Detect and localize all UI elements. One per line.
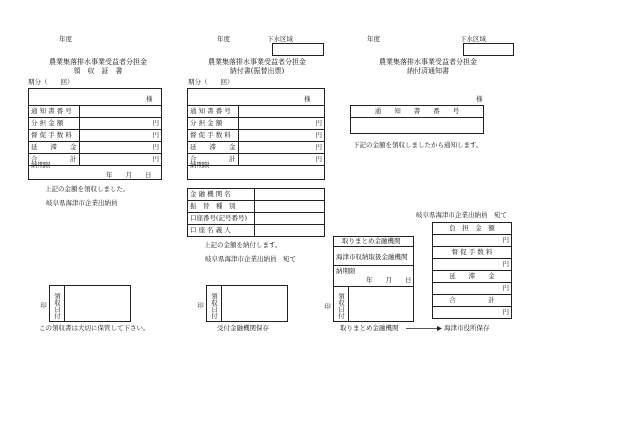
notice-number-value[interactable] — [351, 118, 484, 134]
payment-row-label: 通 知 書 番 号 — [188, 106, 239, 118]
district-input-3[interactable] — [463, 43, 514, 56]
bank-row-label: 口 座 名 義 人 — [188, 225, 255, 237]
receipt-row-label: 督 促 手 数 料 — [29, 130, 80, 142]
notice-amount-label: 督 促 手 数 料 — [433, 247, 512, 259]
payment-title-line2: 納付書(振替出票) — [229, 67, 285, 75]
table-row — [29, 142, 162, 154]
table-row — [188, 225, 325, 237]
table-row — [188, 118, 325, 130]
notice-stamp-box — [323, 286, 414, 322]
payment-row-value[interactable]: 円 — [238, 118, 325, 130]
notice-number-label: 通 知 書 番 号 — [351, 106, 484, 118]
payment-row-value[interactable]: 円 — [238, 142, 325, 154]
notice-amount-value[interactable]: 円 — [433, 307, 512, 319]
receipt-table — [28, 105, 162, 166]
notice-amount-value[interactable]: 円 — [433, 235, 512, 247]
receipt-stamp-label: 領収日付印 — [50, 286, 65, 321]
notice-title-line2: 納付済通知書 — [407, 67, 449, 75]
table-row — [433, 295, 512, 307]
receipt-received-text: 上記の金額を領収しました。 — [45, 185, 130, 193]
bank-row-value[interactable] — [255, 225, 325, 237]
year-label-3: 年度 — [367, 35, 380, 43]
receipt-title-line2: 領 収 証 書 — [73, 67, 123, 75]
payment-row-value[interactable]: 円 — [238, 154, 325, 166]
receipt-keep-note: この領収書は大切に保管して下さい。 — [39, 324, 150, 332]
table-row — [188, 130, 325, 142]
notice-stamp-label: 領収日付印 — [334, 287, 349, 321]
year-label-2: 年度 — [217, 35, 230, 43]
payment-row-label: 督 促 手 数 料 — [188, 130, 239, 142]
payment-period-label: 期分（ 回） — [188, 78, 234, 86]
notice-honorific: 様 — [476, 95, 483, 103]
bank-row-label: 金 融 機 関 名 — [188, 189, 255, 201]
notice-deadline-date: 年 月 日 — [366, 276, 412, 284]
notice-number-table — [350, 105, 484, 134]
payment-title — [197, 58, 317, 76]
flow-to-label: 海津市役所保存 — [444, 324, 490, 332]
agent-row-label: 取りまとめ金融機関 — [342, 237, 401, 245]
year-label-1: 年度 — [59, 35, 72, 43]
flow-from-label: 取りまとめ金融機関 — [340, 324, 399, 332]
receipt-row-value[interactable]: 円 — [79, 118, 162, 130]
arrow-right-icon — [404, 324, 442, 333]
table-row — [29, 118, 162, 130]
bank-row-label: 振 替 種 別 — [188, 201, 255, 213]
payment-row-value[interactable] — [238, 106, 325, 118]
notice-notify-text: 下記の金額を領収しましたから通知します。 — [353, 141, 483, 149]
divider — [333, 246, 414, 247]
divider — [333, 265, 414, 266]
table-row — [433, 283, 512, 295]
table-row — [188, 106, 325, 118]
payment-row-value[interactable]: 円 — [238, 130, 325, 142]
district-input-2[interactable] — [272, 43, 324, 56]
bank-row-value[interactable] — [255, 189, 325, 201]
notice-amount-label: 負 担 金 額 — [433, 223, 512, 235]
bank-table — [187, 188, 325, 237]
receipt-deadline-date: 年 月 日 — [106, 171, 152, 179]
notice-deadline-label: 納期限 — [336, 267, 356, 275]
receipt-row-value[interactable]: 円 — [79, 142, 162, 154]
notice-amount-label: 延 滞 金 — [433, 271, 512, 283]
receipt-row-label: 延 滞 金 — [29, 142, 80, 154]
payment-row-label: 延 滞 金 — [188, 142, 239, 154]
table-row — [29, 130, 162, 142]
receipt-stamp-box — [39, 285, 131, 322]
table-row — [351, 118, 484, 134]
notice-amount-value[interactable]: 円 — [433, 283, 512, 295]
receipt-row-value[interactable]: 円 — [79, 154, 162, 166]
receipt-row-label: 合 計 — [29, 154, 80, 166]
table-row — [351, 106, 484, 118]
table-row — [433, 307, 512, 319]
receipt-title-line1: 農業集落排水事業受益者分担金 — [49, 58, 147, 66]
notice-amount-label: 合 計 — [433, 295, 512, 307]
payment-keep-note: 受付金融機関保存 — [217, 324, 269, 332]
receipt-row-label: 分 担 金 額 — [29, 118, 80, 130]
payment-addressee: 岐阜県海津市企業出納員 宛て — [205, 255, 296, 263]
payment-row-label: 合 計 — [188, 154, 239, 166]
notice-title-line1: 農業集落排水事業受益者分担金 — [379, 58, 477, 66]
receipt-honorific: 様 — [146, 95, 153, 103]
receipt-row-value[interactable] — [79, 106, 162, 118]
payment-row-label: 分 担 金 額 — [188, 118, 239, 130]
payment-table — [187, 105, 325, 166]
notice-amount-table — [432, 222, 512, 319]
payment-deadline-label: 納期限 — [190, 161, 210, 169]
table-row — [188, 213, 325, 225]
table-row — [188, 189, 325, 201]
bank-row-label: 口座番号(記号番号) — [188, 213, 255, 225]
payment-stamp-box — [196, 285, 288, 322]
payment-honorific: 様 — [304, 95, 311, 103]
agent-row-label: 海津市収納取扱金融機関 — [336, 253, 408, 261]
receipt-row-value[interactable]: 円 — [79, 130, 162, 142]
table-row — [433, 247, 512, 259]
notice-addressee: 岐阜県海津市企業出納員 宛て — [416, 211, 507, 219]
receipt-issuer: 岐阜県海津市企業出納員 — [46, 199, 118, 207]
table-row — [433, 271, 512, 283]
notice-amount-value[interactable]: 円 — [433, 259, 512, 271]
district-label-2: 下水区域 — [267, 35, 293, 43]
table-row — [188, 142, 325, 154]
table-row — [188, 201, 325, 213]
receipt-period-label: 期分（ 回） — [28, 78, 74, 86]
table-row — [433, 259, 512, 271]
receipt-row-label: 通 知 書 番 号 — [29, 106, 80, 118]
table-row — [433, 223, 512, 235]
bank-row-value[interactable] — [255, 213, 325, 225]
payment-paid-text: 上記の金額を納付します。 — [204, 241, 282, 249]
table-row — [433, 235, 512, 247]
payment-stamp-label: 領収日付印 — [207, 286, 222, 321]
table-row — [29, 106, 162, 118]
district-label-3: 下水区域 — [460, 35, 486, 43]
receipt-title — [38, 58, 158, 76]
bank-row-value[interactable] — [255, 201, 325, 213]
notice-title — [368, 58, 488, 76]
payment-title-line1: 農業集落排水事業受益者分担金 — [208, 58, 306, 66]
receipt-deadline-label: 納期限 — [31, 161, 51, 169]
